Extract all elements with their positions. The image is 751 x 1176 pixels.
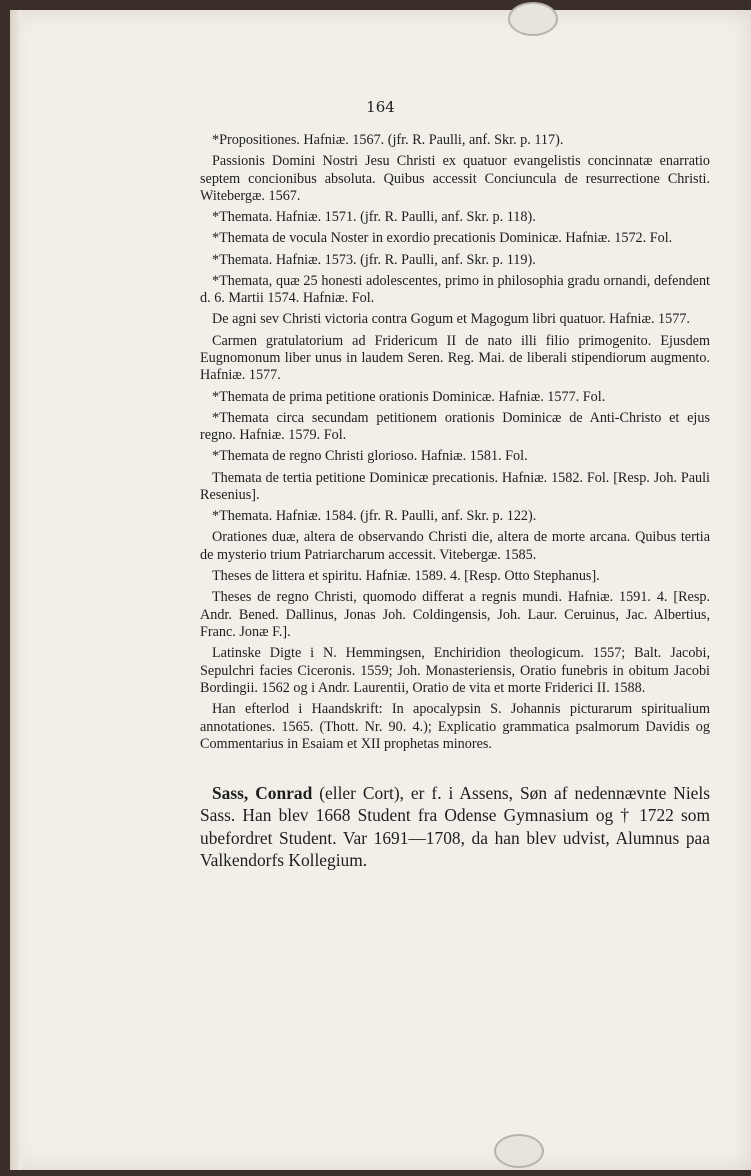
bibliography-entry: *Themata de vocula Noster in exordio precationis Dominicæ. Hafniæ. 1572. Fol. — [212, 230, 673, 247]
bibliography-entry: *Propositiones. Hafniæ. 1567. (jfr. R. Paulli, anf. Skr. p. 117). — [212, 132, 564, 148]
bibliography-entry: *Themata. Hafniæ. 1573. (jfr. R. Paulli, anf. Skr. p. 119). — [212, 251, 536, 268]
page-body — [200, 132, 710, 889]
bibliography-entry: Carmen gratulatorium ad Fridericum II de nato illi filio primogenito. Ejusdem Eugnomonum liber unus in laudem Seren. Reg. Mai. de liberali stipendiorum augmento. Hafniæ. 1577. — [200, 332, 710, 384]
bibliography-entry: Themata de tertia petitione Dominicæ precationis. Hafniæ. 1582. Fol. [Resp. Joh. Pauli Resenius]. — [200, 469, 710, 504]
bibliography-entry: *Themata circa secundam petitionem orationis Dominicæ de Anti-Christo et ejus regno. Hafniæ. 1579. Fol. — [200, 409, 710, 444]
bibliography-entry: *Themata. Hafniæ. 1584. (jfr. R. Paulli, anf. Skr. p. 122). — [212, 508, 537, 525]
bibliography-entry: Theses de littera et spiritu. Hafniæ. 1589. 4. [Resp. Otto Stephanus]. — [212, 568, 600, 585]
page-number: 164 — [366, 98, 395, 116]
binding-ring-top — [508, 2, 558, 36]
bibliography-entry: *Themata, quæ 25 honesti adolescentes, primo in philosophia gradu ornandi, defendent d. 6. Martii 1574. Hafniæ. Fol. — [200, 272, 710, 307]
book-page — [10, 10, 751, 1170]
bibliography-entry: Orationes duæ, altera de observando Christi die, altera de morte arcana. Quibus tertia de mysterio trium Patriarcharum accessit. Vitebergæ. 1585. — [200, 529, 710, 563]
biography-paragraph — [200, 782, 710, 872]
binding-ring-bottom — [494, 1134, 544, 1168]
page-spine-shadow — [10, 10, 22, 1170]
bibliography-entry: Han efterlod i Haandskrift: In apocalypsin S. Johannis picturarum spiritualium annotationes. 1565. (Thott. Nr. 90. 4.); Explicatio grammatica psalmorum Davidis og Commentarius in Esaiam et XII prophetas minores. — [200, 701, 710, 753]
bibliography-entry: *Themata de prima petitione orationis Dominicæ. Hafniæ. 1577. Fol. — [212, 388, 606, 405]
bibliography-entry: *Themata. Hafniæ. 1571. (jfr. R. Paulli, anf. Skr. p. 118). — [212, 209, 536, 226]
biography-name: Sass, Conrad — [212, 782, 313, 803]
bibliography-entry: Passionis Domini Nostri Jesu Christi ex quatuor evangelistis concinnatæ enarratio septem concionibus absoluta. Quibus accessit Conciuncula de resurrectione Christi. Witebergæ. 1567. — [200, 153, 710, 205]
bibliography-entry: *Themata de regno Christi glorioso. Hafniæ. 1581. Fol. — [212, 448, 528, 465]
bibliography-entry: Theses de regno Christi, quomodo differat a regnis mundi. Hafniæ. 1591. 4. [Resp. Andr. Bened. Dallinus, Jonas Joh. Coldingensis, Joh. Laur. Ceruinus, Jac. Albertius, Franc. Jonæ F.]. — [200, 589, 710, 641]
biography-text: (eller Cort), er f. i Assens, Søn af nedennævnte Niels Sass. Han blev 1668 Student fra Odense Gymnasium og † 1722 som ubefordret Student. Var 1691—1708, da han blev udvist, Alumnus paa Valkendorfs Kollegium. — [200, 782, 710, 871]
bibliography-entry: Latinske Digte i N. Hemmingsen, Enchiridion theologicum. 1557; Balt. Jacobi, Sepulchri facies Ciceronis. 1559; Joh. Monasteriensis, Oratio funebris in obitum Jacobi Bordingii. 1562 og i Andr. Laurentii, Oratio de vita et morte Friderici II. 1588. — [200, 645, 710, 697]
bibliography-entry: De agni sev Christi victoria contra Gogum et Magogum libri quatuor. Hafniæ. 1577. — [212, 311, 690, 328]
